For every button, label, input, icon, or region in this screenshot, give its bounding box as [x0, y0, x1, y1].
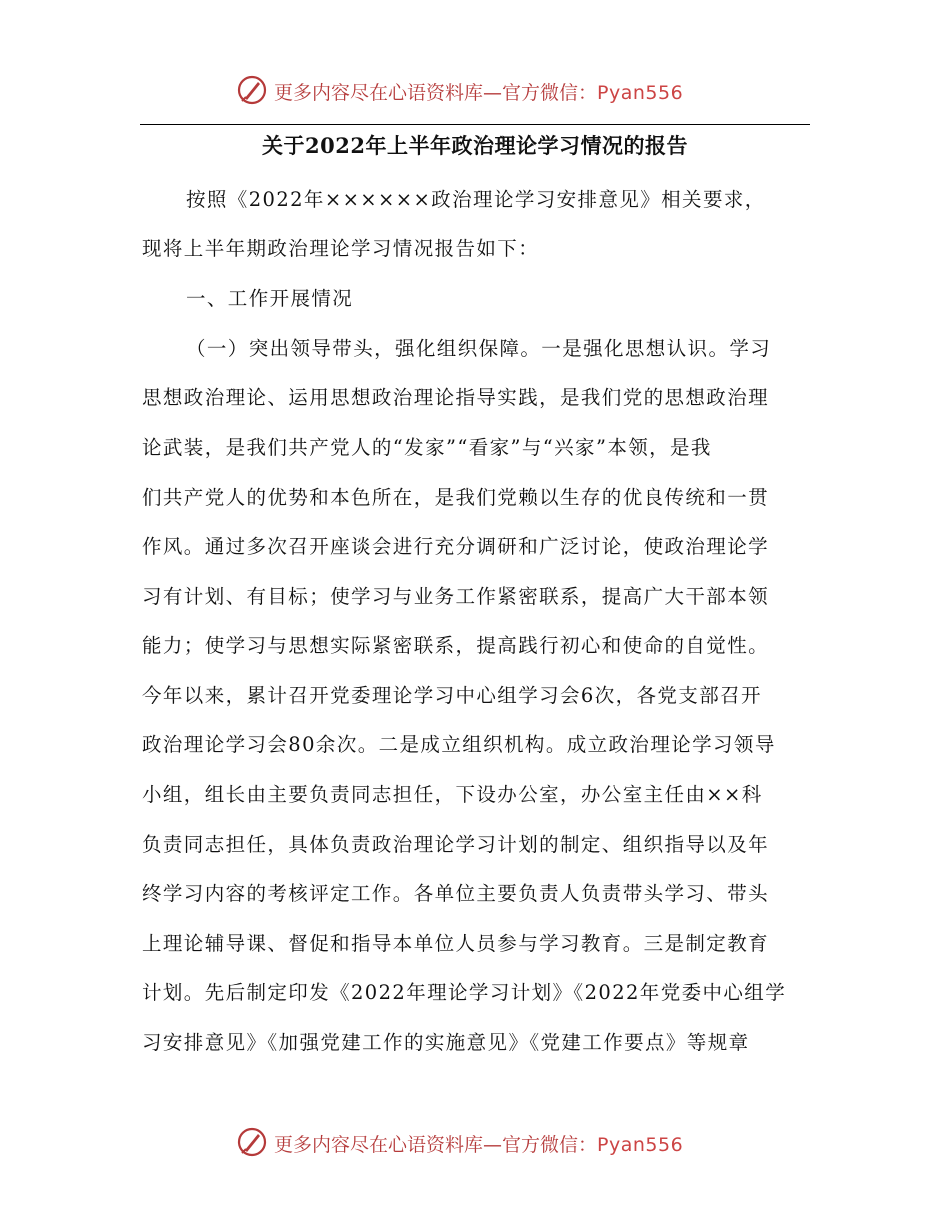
- watermark-text: 更多内容尽在心语资料库—官方微信：Pyan556: [274, 1134, 684, 1156]
- wechat-id: Pyan556: [597, 82, 684, 104]
- quill-logo-icon: [236, 1126, 268, 1158]
- footer-watermark-banner: [0, 1122, 950, 1162]
- paragraph-line: 现将上半年期政治理论学习情况报告如下：: [142, 237, 540, 260]
- header-watermark-banner: [0, 70, 950, 110]
- document-title: 关于2022年上半年政治理论学习情况的报告: [262, 133, 688, 158]
- paragraph-line: 思想政治理论、运用思想政治理论指导实践，是我们党的思想政治理: [142, 386, 770, 409]
- watermark-text: 更多内容尽在心语资料库—官方微信：Pyan556: [274, 82, 684, 104]
- paragraph-line: 政治理论学习会80余次。二是成立组织机构。成立政治理论学习领导: [142, 733, 776, 756]
- section-heading: 一、工作开展情况: [186, 287, 354, 310]
- paragraph-line: 作风。通过多次召开座谈会进行充分调研和广泛讨论，使政治理论学: [142, 535, 770, 558]
- paragraph-line: 上理论辅导课、督促和指导本单位人员参与学习教育。三是制定教育: [142, 932, 770, 955]
- paragraph-line: 能力；使学习与思想实际紧密联系，提高践行初心和使命的自觉性。: [142, 634, 770, 657]
- paragraph-line: 论武装，是我们共产党人的“发家”“看家”与“兴家”本领，是我: [142, 436, 712, 459]
- paragraph-line: 今年以来，累计召开党委理论学习中心组学习会6次，各党支部召开: [142, 684, 762, 707]
- paragraph-line: 终学习内容的考核评定工作。各单位主要负责人负责带头学习、带头: [142, 882, 770, 905]
- paragraph-line: （一）突出领导带头，强化组织保障。一是强化思想认识。学习: [186, 337, 772, 360]
- paragraph-line: 们共产党人的优势和本色所在，是我们党赖以生存的优良传统和一贯: [142, 486, 770, 509]
- paragraph-line: 习有计划、有目标；使学习与业务工作紧密联系，提高广大干部本领: [142, 585, 770, 608]
- paragraph-line: 负责同志担任，具体负责政治理论学习计划的制定、组织指导以及年: [142, 833, 770, 856]
- paragraph-line: 按照《2022年××××××政治理论学习安排意见》相关要求，: [186, 188, 766, 211]
- wechat-id: Pyan556: [597, 1134, 684, 1156]
- paragraph-line: 小组，组长由主要负责同志担任，下设办公室，办公室主任由××科: [142, 783, 763, 806]
- paragraph-line: 习安排意见》《加强党建工作的实施意见》《党建工作要点》等规章: [142, 1031, 750, 1054]
- quill-logo-icon: [236, 74, 268, 106]
- paragraph-line: 计划。先后制定印发《2022年理论学习计划》《2022年党委中心组学: [142, 981, 787, 1004]
- header-rule: [140, 124, 810, 125]
